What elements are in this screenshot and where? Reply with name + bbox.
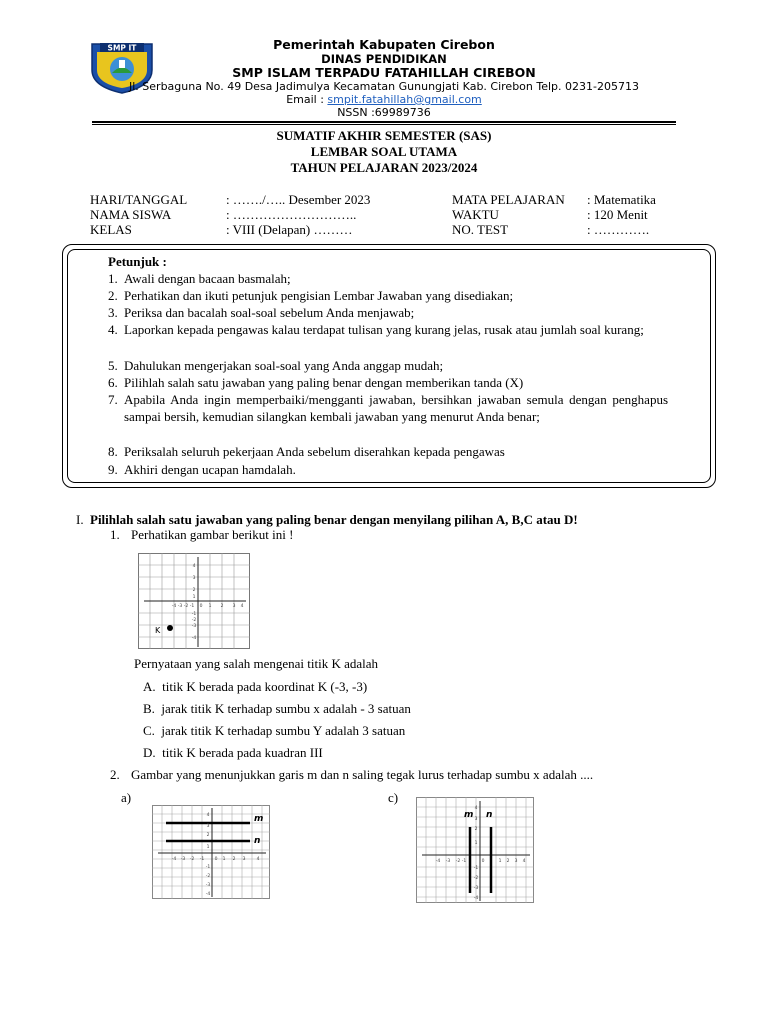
tick-label: -4 (435, 859, 441, 864)
tick-label: -2 (205, 874, 211, 879)
line-n-label: n (254, 836, 261, 846)
header-address: Jl. Serbaguna No. 49 Desa Jadimulya Kecamatan Gunungjati Kab. Cirebon Telp. 0231-205713 (129, 80, 639, 93)
exam-subtitle: LEMBAR SOAL UTAMA (310, 144, 458, 159)
info-value-time: : 120 Menit (587, 207, 648, 222)
tick-label: -2 (191, 618, 197, 623)
email-label: Email : (286, 93, 328, 106)
tick-label: 3 (206, 824, 210, 829)
instruction-item: 7. Apabila Anda ingin memperbaiki/mengganti jawaban, bersihkan jawaban semula dengan penghapus sampai bersih, kemudian silangkan kembali jawaban yang menurut Anda benar; (108, 392, 668, 424)
tick-label: 2 (232, 857, 236, 862)
tick-label: -4 (473, 896, 479, 901)
tick-label: -2 (189, 857, 195, 862)
tick-label: -3 (177, 604, 183, 609)
header-email-line (0, 93, 768, 107)
info-value-class: : VIII (Delapan) ……… (226, 222, 353, 237)
tick-label: -1 (191, 612, 197, 617)
tick-label: 2 (220, 604, 224, 609)
tick-label: 0 (481, 859, 485, 864)
tick-label: 3 (474, 817, 478, 822)
instruction-item: 6. Pilihlah salah satu jawaban yang paling benar dengan memberikan tanda (X) (108, 375, 524, 390)
tick-label: 1 (208, 604, 212, 609)
q1-option-d[interactable]: D. titik K berada pada kuadran III (143, 745, 323, 760)
instruction-item: 1. Awali dengan bacaan basmalah; (108, 271, 291, 286)
tick-label: 1 (474, 841, 478, 846)
instruction-item: 3. Periksa dan bacalah soal-soal sebelum Anda menjawab; (108, 305, 415, 320)
tick-label: -1 (461, 859, 467, 864)
tick-label: 1 (206, 845, 210, 850)
info-label-class: KELAS (90, 222, 132, 237)
header-gov: Pemerintah Kabupaten Cirebon (273, 37, 495, 52)
q1-text: Perhatikan gambar berikut ini ! (131, 527, 294, 542)
q1-option-c[interactable]: C. jarak titik K terhadap sumbu Y adalah 3 satuan (143, 723, 406, 738)
q2-option-a-label[interactable]: a) (121, 790, 132, 805)
info-label-day: HARI/TANGGAL (90, 192, 188, 207)
header-school: SMP ISLAM TERPADU FATAHILLAH CIREBON (232, 65, 536, 80)
tick-label: -2 (473, 876, 479, 881)
point-k-label: K (155, 626, 161, 635)
info-label-name: NAMA SISWA (90, 207, 172, 222)
tick-label: 4 (522, 859, 526, 864)
tick-label: 3 (192, 576, 196, 581)
instruction-item: 2. Perhatikan dan ikuti petunjuk pengisian Lembar Jawaban yang disediakan; (108, 288, 514, 303)
instruction-item: 5. Dahulukan mengerjakan soal-soal yang Anda anggap mudah; (108, 358, 444, 373)
q1-number: 1. (110, 527, 120, 542)
tick-label: 1 (222, 857, 226, 862)
tick-label: -2 (183, 604, 189, 609)
info-value-name: : ……………………….. (226, 207, 357, 222)
info-value-subject: : Matematika (587, 192, 656, 207)
tick-label: 3 (514, 859, 518, 864)
q2-graph-c[interactable] (416, 797, 534, 903)
instruction-item: 4. Laporkan kepada pengawas kalau terdapat tulisan yang kurang jelas, rusak atau jumlah soal kurang; (108, 322, 644, 337)
tick-label: -3 (473, 886, 479, 891)
tick-label: 0 (214, 857, 218, 862)
tick-label: -4 (205, 892, 211, 897)
q2-option-c-label[interactable]: c) (388, 790, 399, 805)
header-divider (92, 121, 676, 125)
point-k (167, 625, 173, 631)
tick-label: 4 (474, 806, 478, 811)
instruction-item: 9. Akhiri dengan ucapan hamdalah. (108, 462, 296, 477)
tick-label: 1 (498, 859, 502, 864)
tick-label: 2 (206, 833, 210, 838)
instruction-item: 8. Periksalah seluruh pekerjaan Anda sebelum diserahkan kepada pengawas (108, 444, 505, 459)
logo-text: SMP IT (107, 43, 137, 53)
q2-text: Gambar yang menunjukkan garis m dan n saling tegak lurus terhadap sumbu x adalah .... (131, 767, 594, 782)
instructions-title: Petunjuk : (108, 254, 167, 269)
tick-label: -1 (473, 866, 479, 871)
header-dept: DINAS PENDIDIKAN (321, 52, 447, 66)
tick-label: -4 (171, 604, 177, 609)
q2-graph-a[interactable] (152, 805, 270, 899)
tick-label: -4 (171, 857, 177, 862)
info-label-time: WAKTU (452, 207, 499, 222)
tick-label: -3 (180, 857, 186, 862)
q1-statement: Pernyataan yang salah mengenai titik K adalah (134, 656, 379, 671)
q1-option-b[interactable]: B. jarak titik K terhadap sumbu x adalah - 3 satuan (143, 701, 411, 716)
line-m-label: m (464, 810, 474, 820)
tick-label: 1 (192, 595, 196, 600)
tick-label: 2 (192, 588, 196, 593)
tick-label: -3 (205, 883, 211, 888)
header-nssn: NSSN :69989736 (337, 106, 431, 119)
line-n-label: n (486, 810, 493, 820)
line-m-label: m (254, 814, 264, 824)
q2-number: 2. (110, 767, 120, 782)
tick-label: -1 (199, 857, 205, 862)
exam-title: SUMATIF AKHIR SEMESTER (SAS) (276, 128, 492, 143)
q1-option-a[interactable]: A. titik K berada pada koordinat K (-3, -3) (143, 679, 368, 694)
tick-label: 4 (206, 813, 210, 818)
tick-label: 3 (232, 604, 236, 609)
tick-label: -1 (205, 865, 211, 870)
tick-label: -2 (455, 859, 461, 864)
tick-label: 4 (256, 857, 260, 862)
tick-label: 3 (242, 857, 246, 862)
info-label-test: NO. TEST (452, 222, 509, 237)
email-link[interactable]: smpit.fatahillah@gmail.com (327, 93, 482, 106)
section-instruction: Pilihlah salah satu jawaban yang paling benar dengan menyilang pilihan A, B,C atau D! (90, 512, 578, 527)
tick-label: 2 (474, 827, 478, 832)
q1-coordinate-grid (138, 553, 250, 649)
tick-label: 0 (199, 604, 203, 609)
tick-label: -3 (445, 859, 451, 864)
exam-year: TAHUN PELAJARAN 2023/2024 (290, 160, 478, 175)
tick-label: 2 (506, 859, 510, 864)
info-value-test: : …………. (587, 222, 650, 237)
info-label-subject: MATA PELAJARAN (452, 192, 565, 207)
tick-label: -3 (191, 624, 197, 629)
tick-label: 4 (240, 604, 244, 609)
tick-label: 4 (192, 564, 196, 569)
section-number: I. (76, 512, 84, 527)
tick-label: -1 (189, 604, 195, 609)
info-value-day: : ……./….. Desember 2023 (226, 192, 371, 207)
tick-label: -4 (191, 636, 197, 641)
